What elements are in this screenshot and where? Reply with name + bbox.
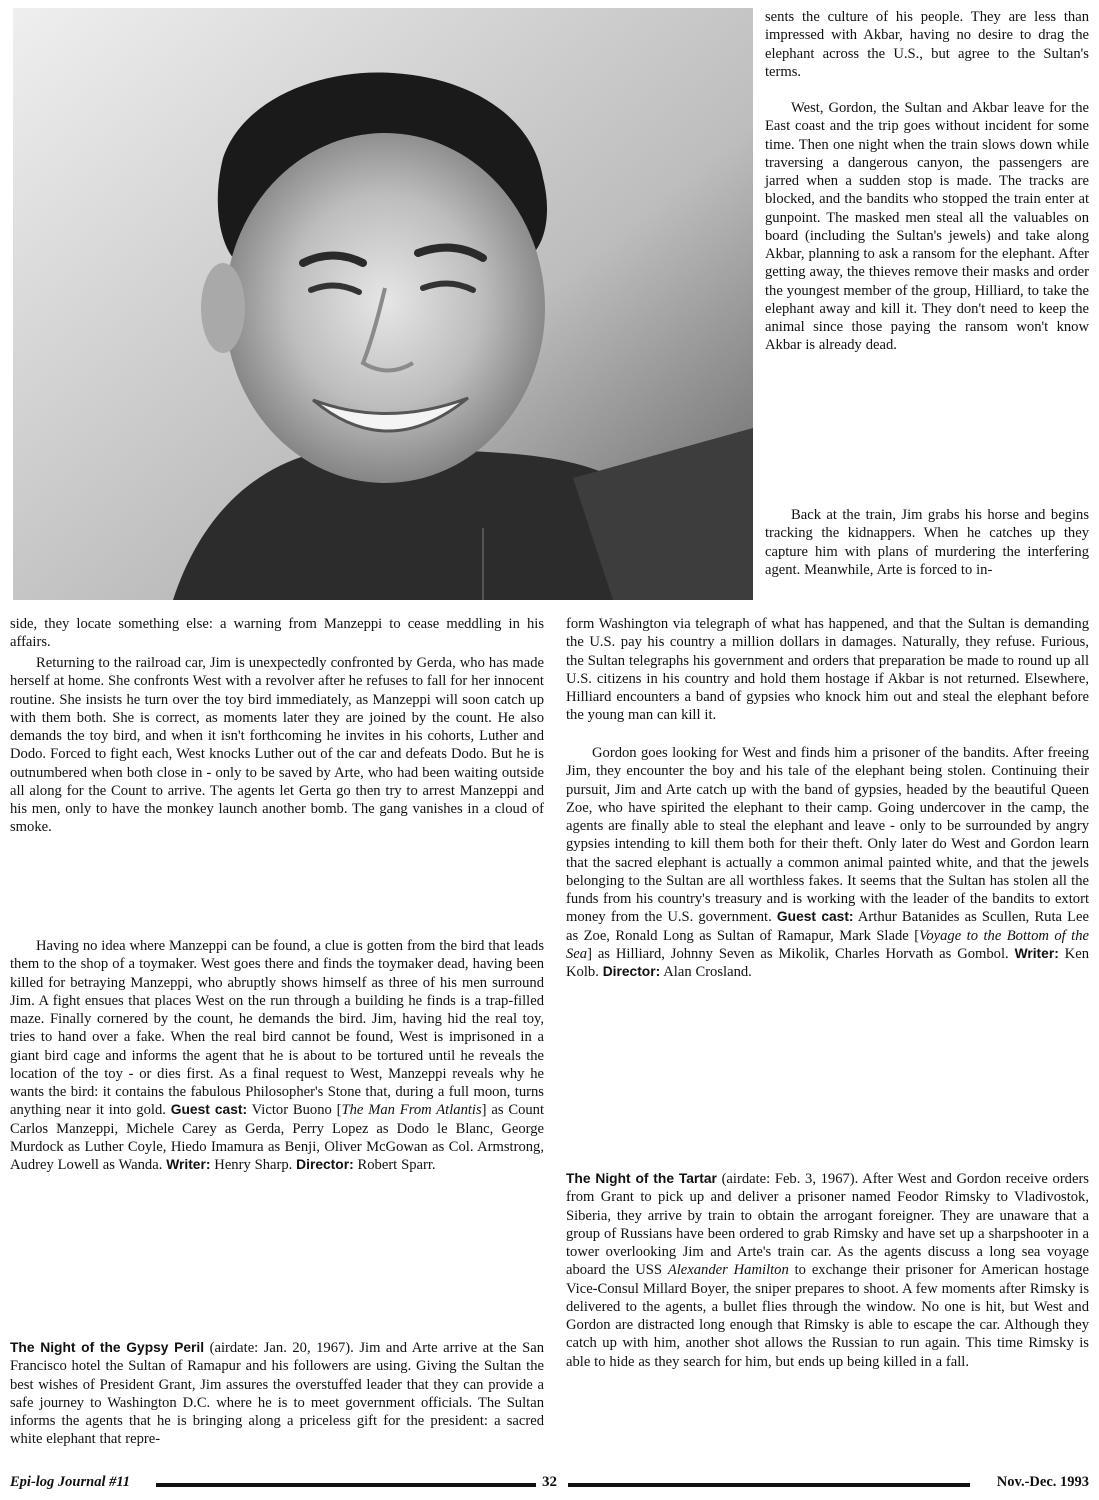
- left-col-para-3: [10, 937, 544, 1174]
- episode-gypsy-peril: [10, 1339, 544, 1449]
- footer-rule-left: [156, 1483, 536, 1487]
- guest-cast-text: Arthur Batanides as Scullen, Ruta Lee as Zoe, Ronald Long as Sultan of Ramapur, Mark Slade [: [566, 909, 1090, 944]
- mid-col-text-2: Gordon goes looking for West and finds him a prisoner of the bandits. After freeing Jim, they encounter the boy and his tale of the elephant being stolen. Continuing their pursuit, Jim and Arte catch up with the band of gypsies, headed by the beautiful Queen Zoe, who have spirited the elephant to their camp. Going undercover in the camp, the agents are finally able to steal the elephant and leave - only to be surrounded by angry gypsies intending to kill them both for their theft. Only later do West and Gordon learn that the sacred elephant is actually a common animal painted white, and that the jewels belonging to the Sultan are all worthless fakes. It seems that the Sultan has stolen all the funds from his country's treasury and is working with the leader of the bandits to extort money from the U.S. government.: [566, 745, 1089, 926]
- footer-journal: Epi-log Journal #11: [10, 1474, 131, 1490]
- footer-rule-right: [568, 1483, 970, 1487]
- left-col-para-1: [10, 615, 544, 652]
- portrait-illustration: [13, 8, 753, 600]
- episode-text: (airdate: Jan. 20, 1967). Jim and Arte arrive at the San Francisco hotel the Sultan of Ramapur and his followers are using. Giving the Sultan the best wishes of President Grant, Jim assures the overstuffed leader that they can provide a safe journey to Washington D.C. where he is to meet government officials. The Sultan informs the agents that he is bringing along a priceless gift for the president: a sacred white elephant that repre-: [10, 1340, 544, 1448]
- portrait-photo: [13, 8, 753, 600]
- right-col-text-2: West, Gordon, the Sultan and Akbar leave for the East coast and the trip goes without incident for some time. Then one night when the train slows down while traversing a dangerous canyon, the passengers are jarred when a sudden stop is made. The tracks are blocked, and the bandits who stopped the train enter at gunpoint. The masked men steal all the valuables on board (including the Sultan's jewels) and take along Akbar, planning to ask a ransom for the elephant. After getting away, the thieves remove their masks and order the youngest member of the group, Hilliard, to take the elephant away and kill it. They don't need to keep the animal since those paying the ransom won't know Akbar is already dead.: [765, 100, 1089, 354]
- writer-label: Writer:: [1014, 945, 1059, 961]
- right-col-text-3: Back at the train, Jim grabs his horse and begins tracking the kidnappers. When he catches up they capture him with plans of murdering the interfering agent. Meanwhile, Arte is forced to in-: [765, 507, 1089, 578]
- episode-title: The Night of the Gypsy Peril: [10, 1340, 205, 1355]
- writer-label: Writer:: [166, 1157, 211, 1172]
- left-col-text-3: Having no idea where Manzeppi can be found, a clue is gotten from the bird that leads them to the shop of a toymaker. West goes there and finds the toymaker dead, having been killed for betraying Manzeppi, who abruptly shows himself as three of his men surround Jim. A fight ensues that places West on the run through a building he finds is a trap-filled maze. Finally cornered by the count, he demands the bird. Jim, having hid the real toy, tries to hand over a fake. When the real bird cannot be found, West is imprisoned in a giant bird cage and informs the agent that he is about to be tortured until he reveals the location of the toy - or dies first. As a final request to West, Manzeppi reveals why he wants the bird: it contains the fabulous Philosopher's Stone that, during a full moon, turns anything near it into gold.: [10, 938, 544, 1119]
- left-col-text-2: Returning to the railroad car, Jim is unexpectedly confronted by Gerda, who has made herself at home. She confronts West with a revolver after he refuses to fall for her innocent routine. She insists he turn over the toy bird immediately, as Manzeppi will soon catch up with them both. She is correct, as moments later they are joined by the count. He also demands the toy bird, and when it isn't forthcoming he invites in his cohorts, Luther and Dodo. Forced to fight each, West knocks Luther out of the car and defeats Dodo. But he is outnumbered when both close in - only to be saved by Arte, who had been waiting outside all along for the Count to arrive. The agents let Gerta go then try to arrest Manzeppi and his men, only to have the monkey launch another bomb. The gang vanishes in a cloud of smoke.: [10, 655, 544, 836]
- guest-cast-text: ] as Count Carlos Manzeppi, Michele Carey as Gerda, Perry Lopez as Dodo le Blanc, George Murdock as Luther Coyle, Hiedo Imamura as Benji, Oliver McGowan as Col. Armstrong, Audrey Lowell as Wanda.: [10, 1102, 545, 1173]
- right-col-text-1: sents the culture of his people. They are less than impressed with Akbar, having no desire to drag the elephant across the U.S., but agree to the Sultan's terms.: [765, 9, 1089, 80]
- episode-tartar: [566, 1170, 1089, 1371]
- right-col-para-3: [765, 506, 1089, 579]
- director-name: Alan Crosland.: [660, 964, 752, 980]
- right-col-para-2: [765, 99, 1089, 355]
- director-name: Robert Sparr.: [353, 1157, 436, 1173]
- ship-name: Alexander Hamilton: [667, 1262, 789, 1279]
- page-footer: [10, 1474, 1089, 1494]
- director-label: Director:: [602, 964, 661, 979]
- mid-col-para-1: [566, 615, 1089, 725]
- guest-cast-label: Guest cast:: [170, 1102, 248, 1118]
- guest-cast-text: Victor Buono [: [247, 1102, 342, 1119]
- left-col-text-1: side, they locate something else: a warning from Manzeppi to cease meddling in his affairs.: [10, 616, 544, 651]
- left-col-para-2: [10, 654, 544, 837]
- right-col-para-1: [765, 8, 1089, 81]
- director-label: Director:: [296, 1157, 354, 1172]
- episode-title: The Night of the Tartar: [566, 1171, 717, 1186]
- guest-cast-title: Voyage to the Bottom of the Sea: [566, 927, 1089, 962]
- writer-name: Henry Sharp.: [210, 1157, 293, 1173]
- episode-text: to exchange their prisoner for American hostage Vice-Consul Millard Boyer, the sniper prepares to shoot. A few moments after Rimsky is delivered to the agents, a bullet flies through the window. No one is hit, but West and Gordon are distracted long enough that Rimsky is able to escape the car. Although they catch up with him, another shot allows the Russian to run again. This time Rimsky is able to hide as they search for him, but ends up being killed in a fall.: [566, 1262, 1089, 1370]
- mid-col-text-1: form Washington via telegraph of what has happened, and that the Sultan is demanding the U.S. pay his country a million dollars in damages. Naturally, they refuse. Furious, the Sultan telegraphs his government and orders that preparation be made to round up all U.S. citizens in his country and hold them hostage if Akbar is not returned. Elsewhere, Hilliard encounters a band of gypsies who knock him out and steal the elephant before the young man can kill it.: [566, 616, 1089, 724]
- guest-cast-text: ] as Hilliard, Johnny Seven as Mikolik, Charles Horvath as Gombol.: [587, 945, 1009, 962]
- page-number: 32: [542, 1474, 557, 1490]
- guest-cast-title: The Man From Atlantis: [341, 1102, 482, 1119]
- episode-text: (airdate: Feb. 3, 1967). After West and Gordon receive orders from Grant to pick up and deliver a prisoner named Feodor Rimsky to Vladivostok, Siberia, they arrive by train to obtain the arrogant foreigner. They are unaware that a group of Russians have been ordered to grab Rimsky and have set up a sharpshooter in a tower overlooking Jim and Arte's train car. As the agents discuss a long sea voyage aboard the USS: [566, 1171, 1089, 1279]
- mid-col-para-2: [566, 744, 1089, 981]
- writer-name: Ken Kolb.: [566, 945, 1089, 980]
- guest-cast-label: Guest cast:: [776, 909, 854, 925]
- footer-date: Nov.-Dec. 1993: [996, 1474, 1089, 1490]
